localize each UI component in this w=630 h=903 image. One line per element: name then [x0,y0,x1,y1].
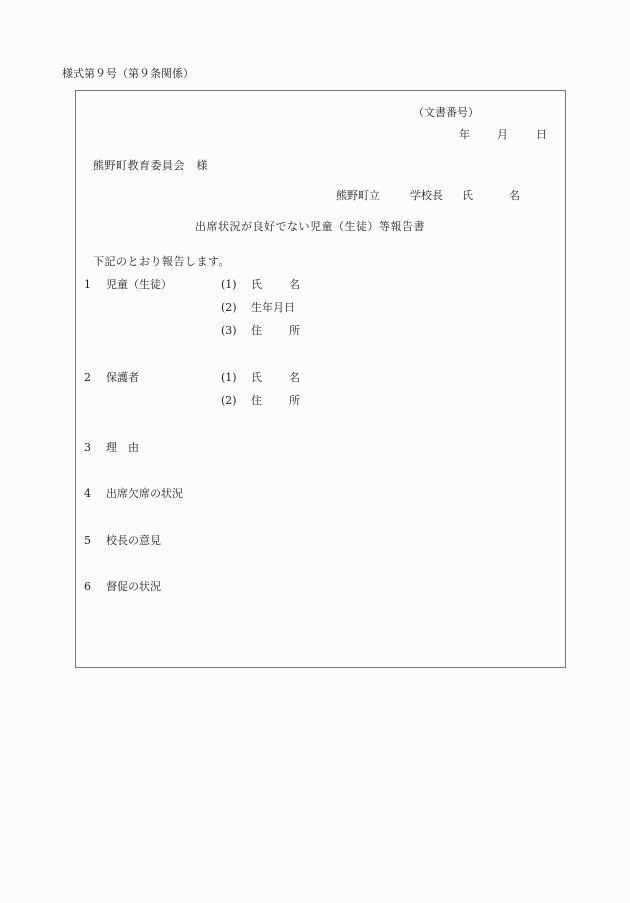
section-2-item-2-label-a: 住 [251,394,262,407]
section-5-number: 5 [84,534,91,547]
section-1-number: 1 [84,278,91,291]
section-6-number: 6 [84,580,91,593]
section-4-label: 出席欠席の状況 [106,487,183,500]
document-title: 出席状況が良好でない児童（生徒）等報告書 [195,220,425,233]
section-6-label: 督促の状況 [106,580,161,593]
section-1-item-3-num: (3) [221,324,237,337]
section-2-number: 2 [84,371,91,384]
section-5-label: 校長の意見 [106,534,161,547]
section-3-label: 理 由 [106,441,139,454]
section-1-item-1-label-b: 名 [289,278,300,291]
section-2-item-2-num: (2) [221,394,237,407]
section-3-number: 3 [84,441,91,454]
date-day-label: 日 [536,128,547,141]
document-number: （文書番号） [413,106,479,119]
section-1-item-2-label-a: 生年月日 [251,301,295,314]
section-2-item-2-label-b: 所 [289,394,300,407]
date-year-label: 年 [459,128,470,141]
section-1-item-1-num: (1) [221,278,237,291]
section-1-item-3-label-b: 所 [289,324,300,337]
sender-school: 熊野町立 [336,189,380,202]
sender-name-label-1: 氏 [462,189,473,202]
section-4-number: 4 [84,487,91,500]
sender-name-label-2: 名 [509,189,520,202]
addressee: 熊野町教育委員会 様 [93,159,208,172]
section-1-item-1-label-a: 氏 [251,278,262,291]
sender-title: 学校長 [410,189,443,202]
section-2-item-1-label-a: 氏 [251,371,262,384]
form-label: 様式第９号（第９条関係） [62,67,194,80]
section-2-item-1-num: (1) [221,371,237,384]
section-1-label: 児童（生徒） [106,278,172,291]
section-1-item-3-label-a: 住 [251,324,262,337]
section-2-item-1-label-b: 名 [289,371,300,384]
intro-text: 下記のとおり報告します。 [93,255,231,268]
section-1-item-2-num: (2) [221,301,237,314]
date-month-label: 月 [497,128,508,141]
section-2-label: 保護者 [106,371,139,384]
